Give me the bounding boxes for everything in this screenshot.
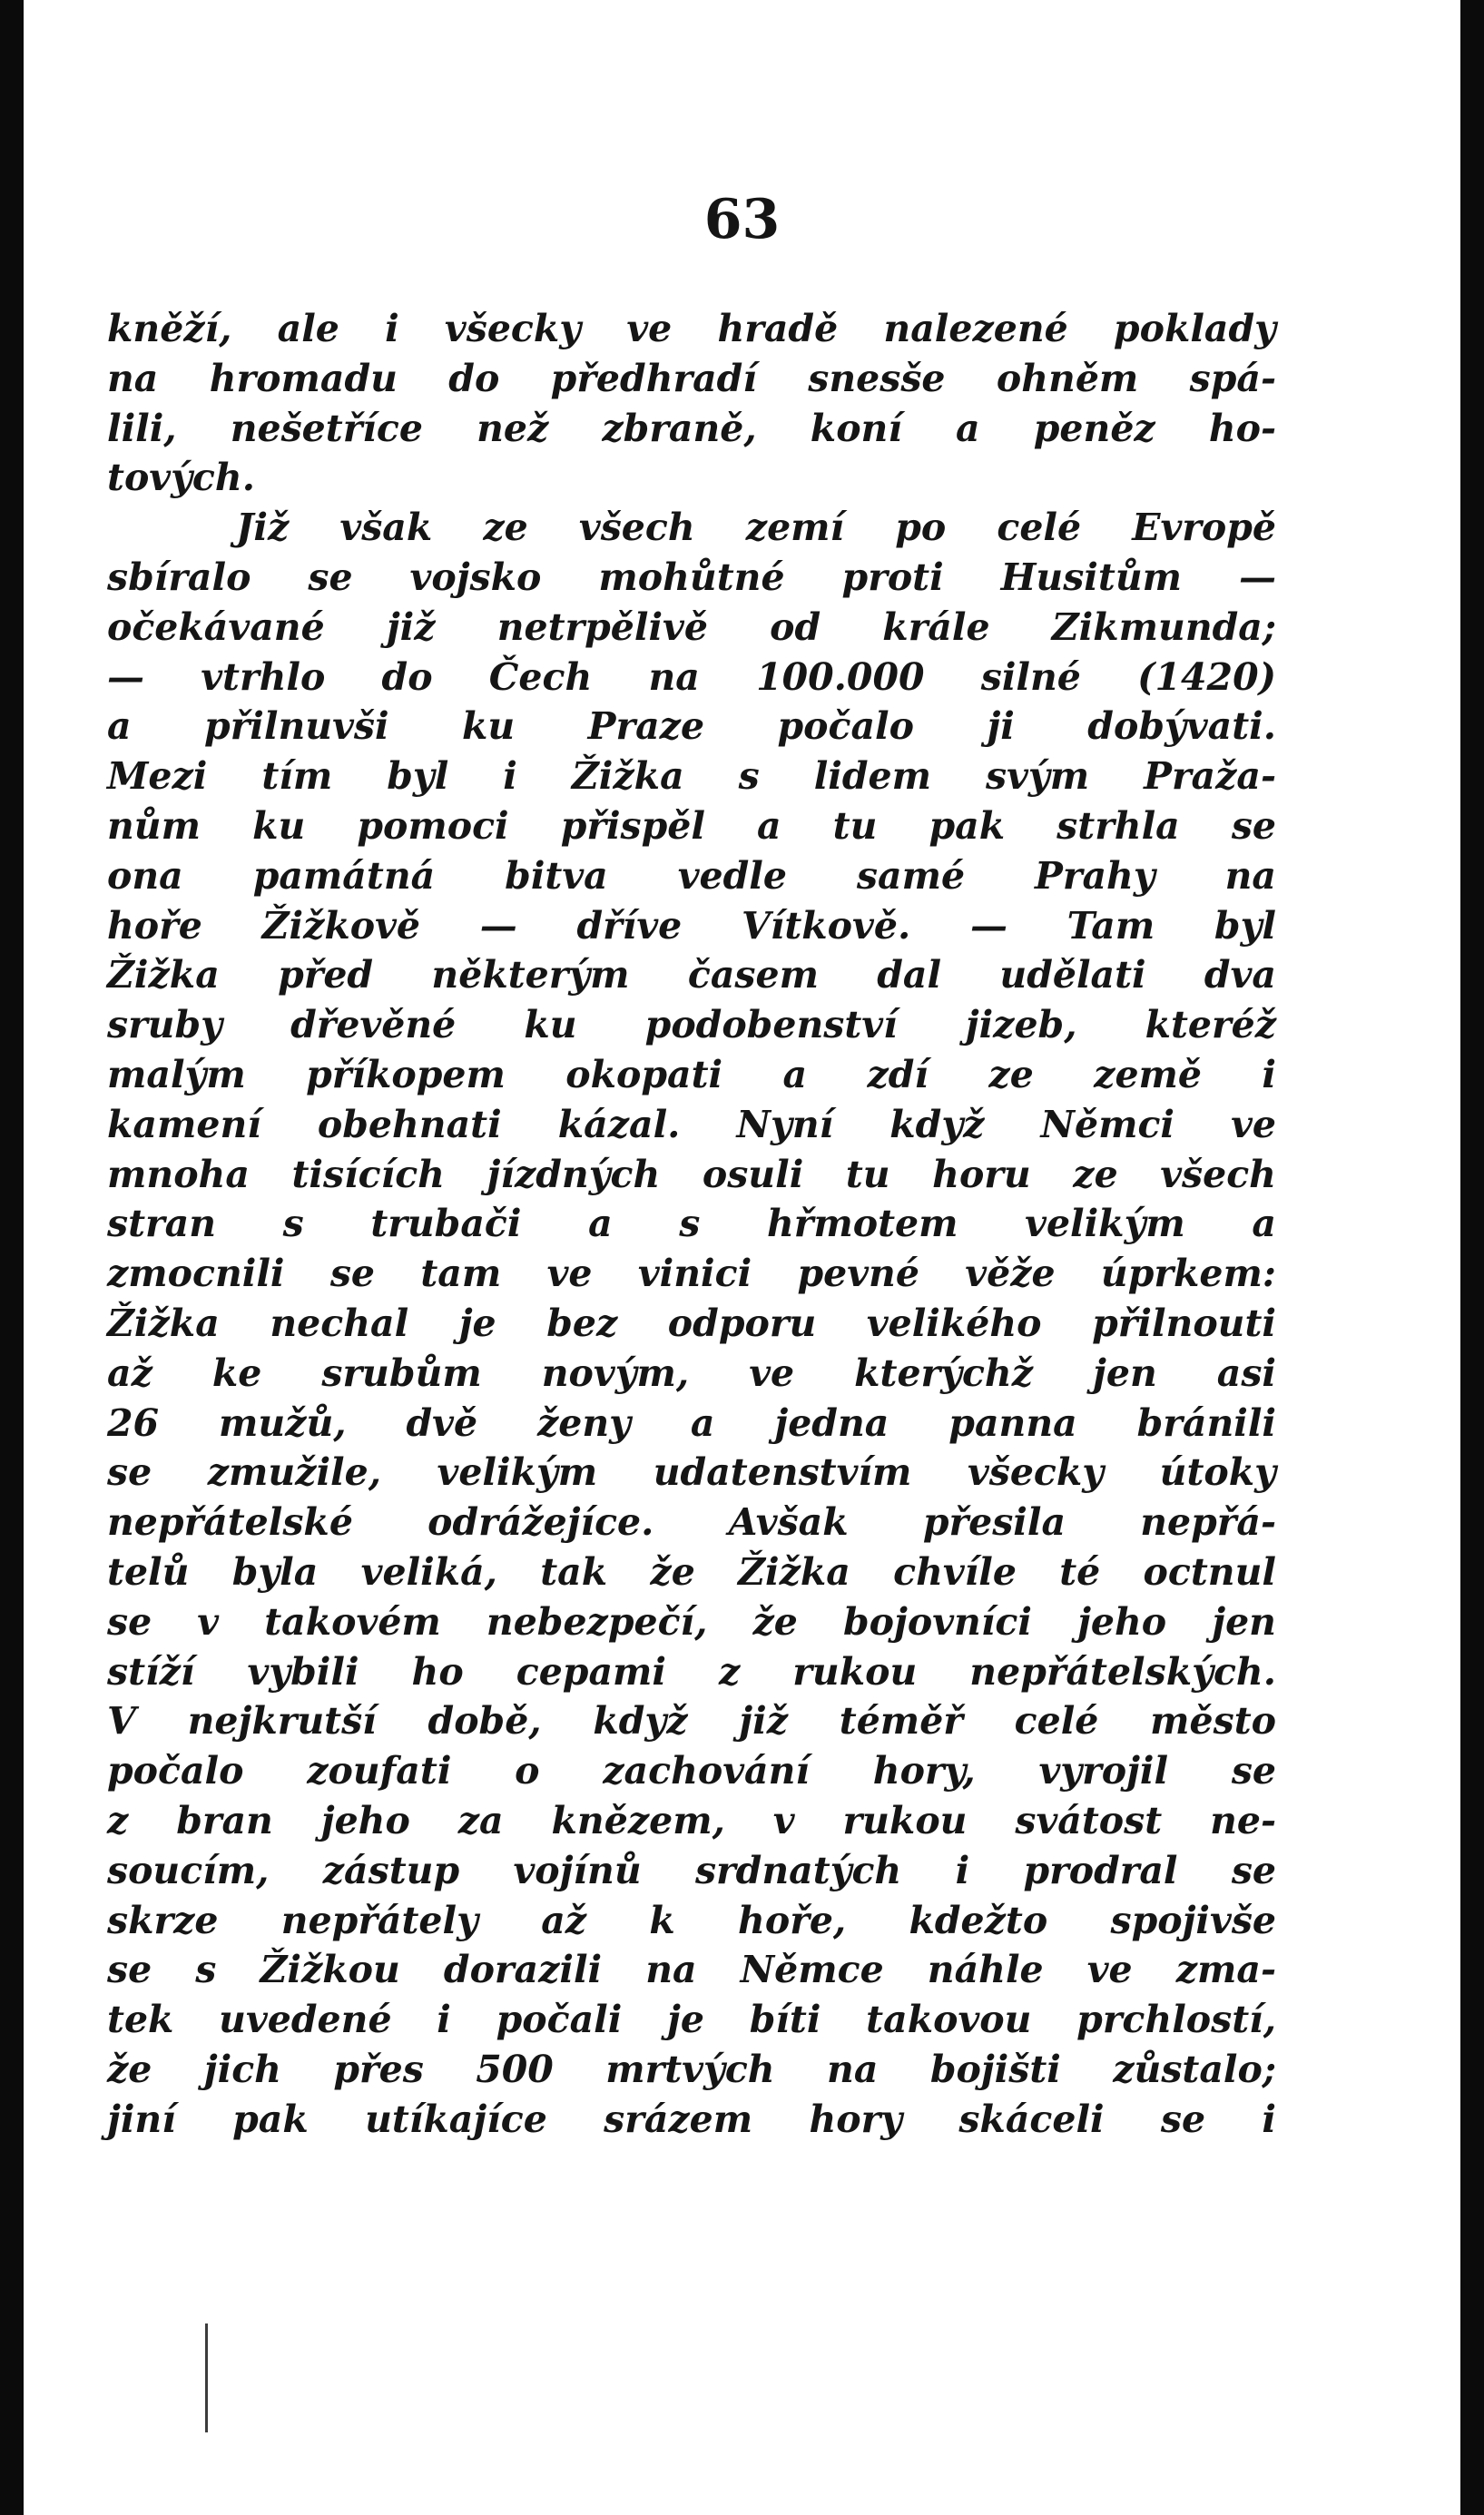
page-number: 63 [703,188,781,251]
scan-mark [205,2323,208,2432]
text-line: se zmužile, velikým udatenstvím všecky útoky [107,1450,1276,1495]
text-line: mnoha tisících jízdných osuli tu horu ze všech [107,1152,1276,1196]
text-line: stran s trubači a s hřmotem velikým a [107,1202,1276,1246]
text-line: nům ku pomoci přispěl a tu pak strhla se [107,803,1276,848]
text-line: tek uvedené i počali je bíti takovou prchlostí, [107,1998,1276,2042]
text-line: se s Žižkou dorazili na Němce náhle ve zma- [107,1948,1276,1992]
right-scan-border [1460,0,1484,2515]
text-line: na hromadu do předhradí snesše ohněm spá- [107,356,1276,400]
text-line: nepřátelské odrážejíce. Avšak přesila nepřá- [107,1500,1276,1545]
body-text [107,304,1276,2144]
text-line: zmocnili se tam ve vinici pevné věže úprkem: [107,1252,1276,1296]
text-line: V nejkrutší době, když již téměř celé město [107,1699,1276,1744]
text-line: se v takovém nebezpečí, že bojovníci jeho jen [107,1599,1276,1644]
text-line: a přilnuvši ku Praze počalo ji dobývati. [107,704,1276,749]
text-line: sruby dřevěné ku podobenství jizeb, kteréž [107,1003,1276,1047]
text-line: Již však ze všech zemí po celé Evropě [236,506,1276,550]
text-line: skrze nepřátely až k hoře, kdežto spojivše [107,1898,1276,1942]
left-scan-border [0,0,24,2515]
text-line: jiní pak utíkajíce srázem hory skáceli se i [107,2097,1276,2141]
text-line: tových. [107,456,255,500]
text-line: ona památná bitva vedle samé Prahy na [107,853,1276,898]
text-line: počalo zoufati o zachování hory, vyrojil se [107,1749,1276,1793]
text-line: Mezi tím byl i Žižka s lidem svým Praža- [107,754,1276,799]
text-line: až ke srubům novým, ve kterýchž jen asi [107,1351,1276,1395]
text-line: sbíralo se vojsko mohůtné proti Husitům — [107,555,1276,599]
text-line: Žižka před některým časem dal udělati dva [107,953,1276,997]
text-line: že jich přes 500 mrtvých na bojišti zůstalo; [107,2047,1276,2091]
text-line: malým příkopem okopati a zdí ze země i [107,1052,1276,1096]
text-line: telů byla veliká, tak že Žižka chvíle té octnul [107,1549,1276,1594]
text-line: 26 mužů, dvě ženy a jedna panna bránili [107,1400,1276,1445]
text-line: kamení obehnati kázal. Nyní když Němci ve [107,1102,1276,1146]
text-line: soucím, zástup vojínů srdnatých i prodral se [107,1848,1276,1892]
text-line: hoře Žižkově — dříve Vítkově. — Tam byl [107,903,1276,948]
text-line: lili, nešetříce než zbraně, koní a peněz ho- [107,406,1276,450]
text-line: — vtrhlo do Čech na 100.000 silné (1420) [107,654,1276,699]
book-page [24,0,1460,2515]
text-line: stíží vybili ho cepami z rukou nepřátelských. [107,1649,1276,1694]
text-line: z bran jeho za knězem, v rukou svátost ne- [107,1798,1276,1842]
text-line: Žižka nechal je bez odporu velikého přilnouti [107,1301,1276,1345]
text-line: očekávané již netrpělivě od krále Zikmunda; [107,604,1276,649]
text-line: kněží, ale i všecky ve hradě nalezené poklady [107,307,1276,350]
